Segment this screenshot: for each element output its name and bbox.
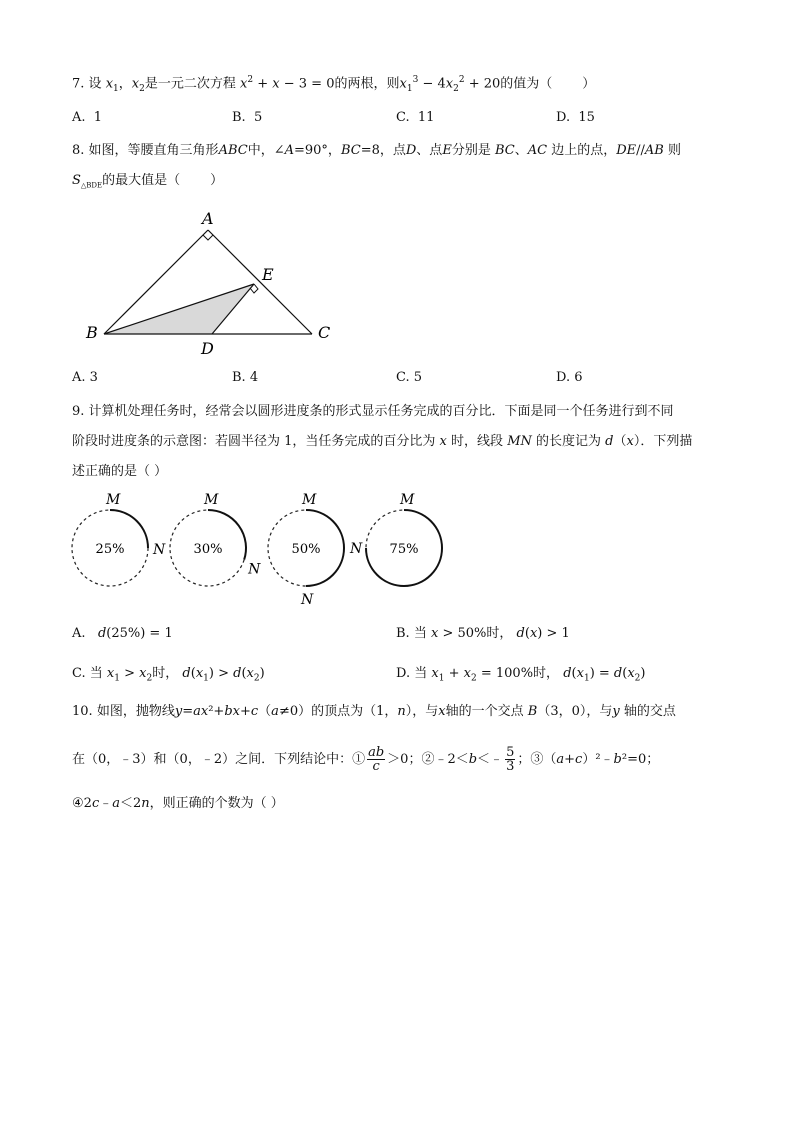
progress-circle-2: [170, 492, 261, 586]
q9-option-a[interactable]: A. d(25%) = 1: [72, 626, 173, 641]
q9-option-d[interactable]: D. 当 $x_1 + x_2 = 100\%$时， $d(x_1) = d(x_2)$: [396, 666, 646, 684]
q9-stem-line2: 阶段时进度条的示意图：若圆半径为 1，当任务完成的百分比为 x 时，线段 MN 的长度记为 d（x）．下列描: [72, 434, 693, 449]
percent-label: 30%: [193, 542, 223, 557]
percent-label: 50%: [291, 542, 321, 557]
label-m: M: [302, 492, 317, 508]
label-n: N: [153, 542, 166, 558]
q10-stem-line3: ④2c﹣a＜2n，则正确的个数为（ ）: [72, 796, 284, 811]
q9-stem-line3: 述正确的是（ ）: [72, 464, 168, 479]
q10-stem-line1: 10. 如图，抛物线y=ax²+bx+c（a≠0）的顶点为（1，n），与x轴的一个交点 B（3，0），与y 轴的交点: [72, 704, 676, 719]
q8-option-c[interactable]: C. 5: [396, 370, 423, 385]
q7-stem: 7. 设 $x_1$，$x_2$是一元二次方程 $x^2 + x - 3 = 0$的两根，则$x_1^3 - 4x_2^2 + 20$的值为（ ）: [72, 75, 596, 94]
q8-stem-line2: $S_{\triangle BDE}$的最大值是（ ）: [72, 173, 224, 190]
label-m: M: [106, 492, 121, 508]
q7-option-b[interactable]: B. 5: [232, 110, 263, 125]
q7-option-d[interactable]: D. 15: [556, 110, 595, 125]
q8-triangle-figure: [80, 206, 340, 358]
label-d: D: [201, 339, 214, 358]
percent-label: 25%: [95, 542, 125, 557]
label-a: A: [202, 209, 214, 228]
label-m: M: [204, 492, 219, 508]
q8-option-b[interactable]: B. 4: [232, 370, 259, 385]
percent-label: 75%: [389, 542, 419, 557]
progress-circle-1: [72, 492, 166, 586]
label-c: C: [318, 323, 331, 342]
q8-option-d[interactable]: D. 6: [556, 370, 583, 385]
q9-progress-figure: [60, 488, 460, 606]
q9-option-c[interactable]: C. 当 $x_1 > x_2$时， $d(x_1) > d(x_2)$: [72, 666, 265, 684]
label-m: M: [400, 492, 415, 508]
label-b: B: [86, 323, 98, 342]
q7-option-c[interactable]: C. 11: [396, 110, 435, 125]
q7-option-a[interactable]: A. 1: [72, 110, 103, 125]
label-n: N: [248, 561, 261, 578]
q9-option-b[interactable]: B. 当 x > 50%时， d(x) > 1: [396, 626, 570, 641]
progress-circle-3: [268, 492, 344, 606]
label-e: E: [262, 265, 274, 284]
progress-circle-4: [349, 492, 442, 586]
q10-stem-line2: 在（0，﹣3）和（0，﹣2）之间．下列结论中：① $\frac{ab}{c}$ ＞0；②﹣2＜b＜﹣ $\frac{5}{3}$ ；③（a+c）²﹣b²=0；: [72, 745, 660, 774]
q9-stem-line1: 9. 计算机处理任务时，经常会以圆形进度条的形式显示任务完成的百分比．下面是同一个任务进行到不同: [72, 404, 674, 419]
label-n: N: [301, 592, 314, 606]
label-n: N: [350, 541, 363, 557]
q8-stem: 8. 如图，等腰直角三角形ABC中，∠A=90°，BC=8，点D、点E分别是 BC、AC 边上的点，DE//AB 则: [72, 143, 682, 158]
q8-option-a[interactable]: A. 3: [72, 370, 98, 385]
